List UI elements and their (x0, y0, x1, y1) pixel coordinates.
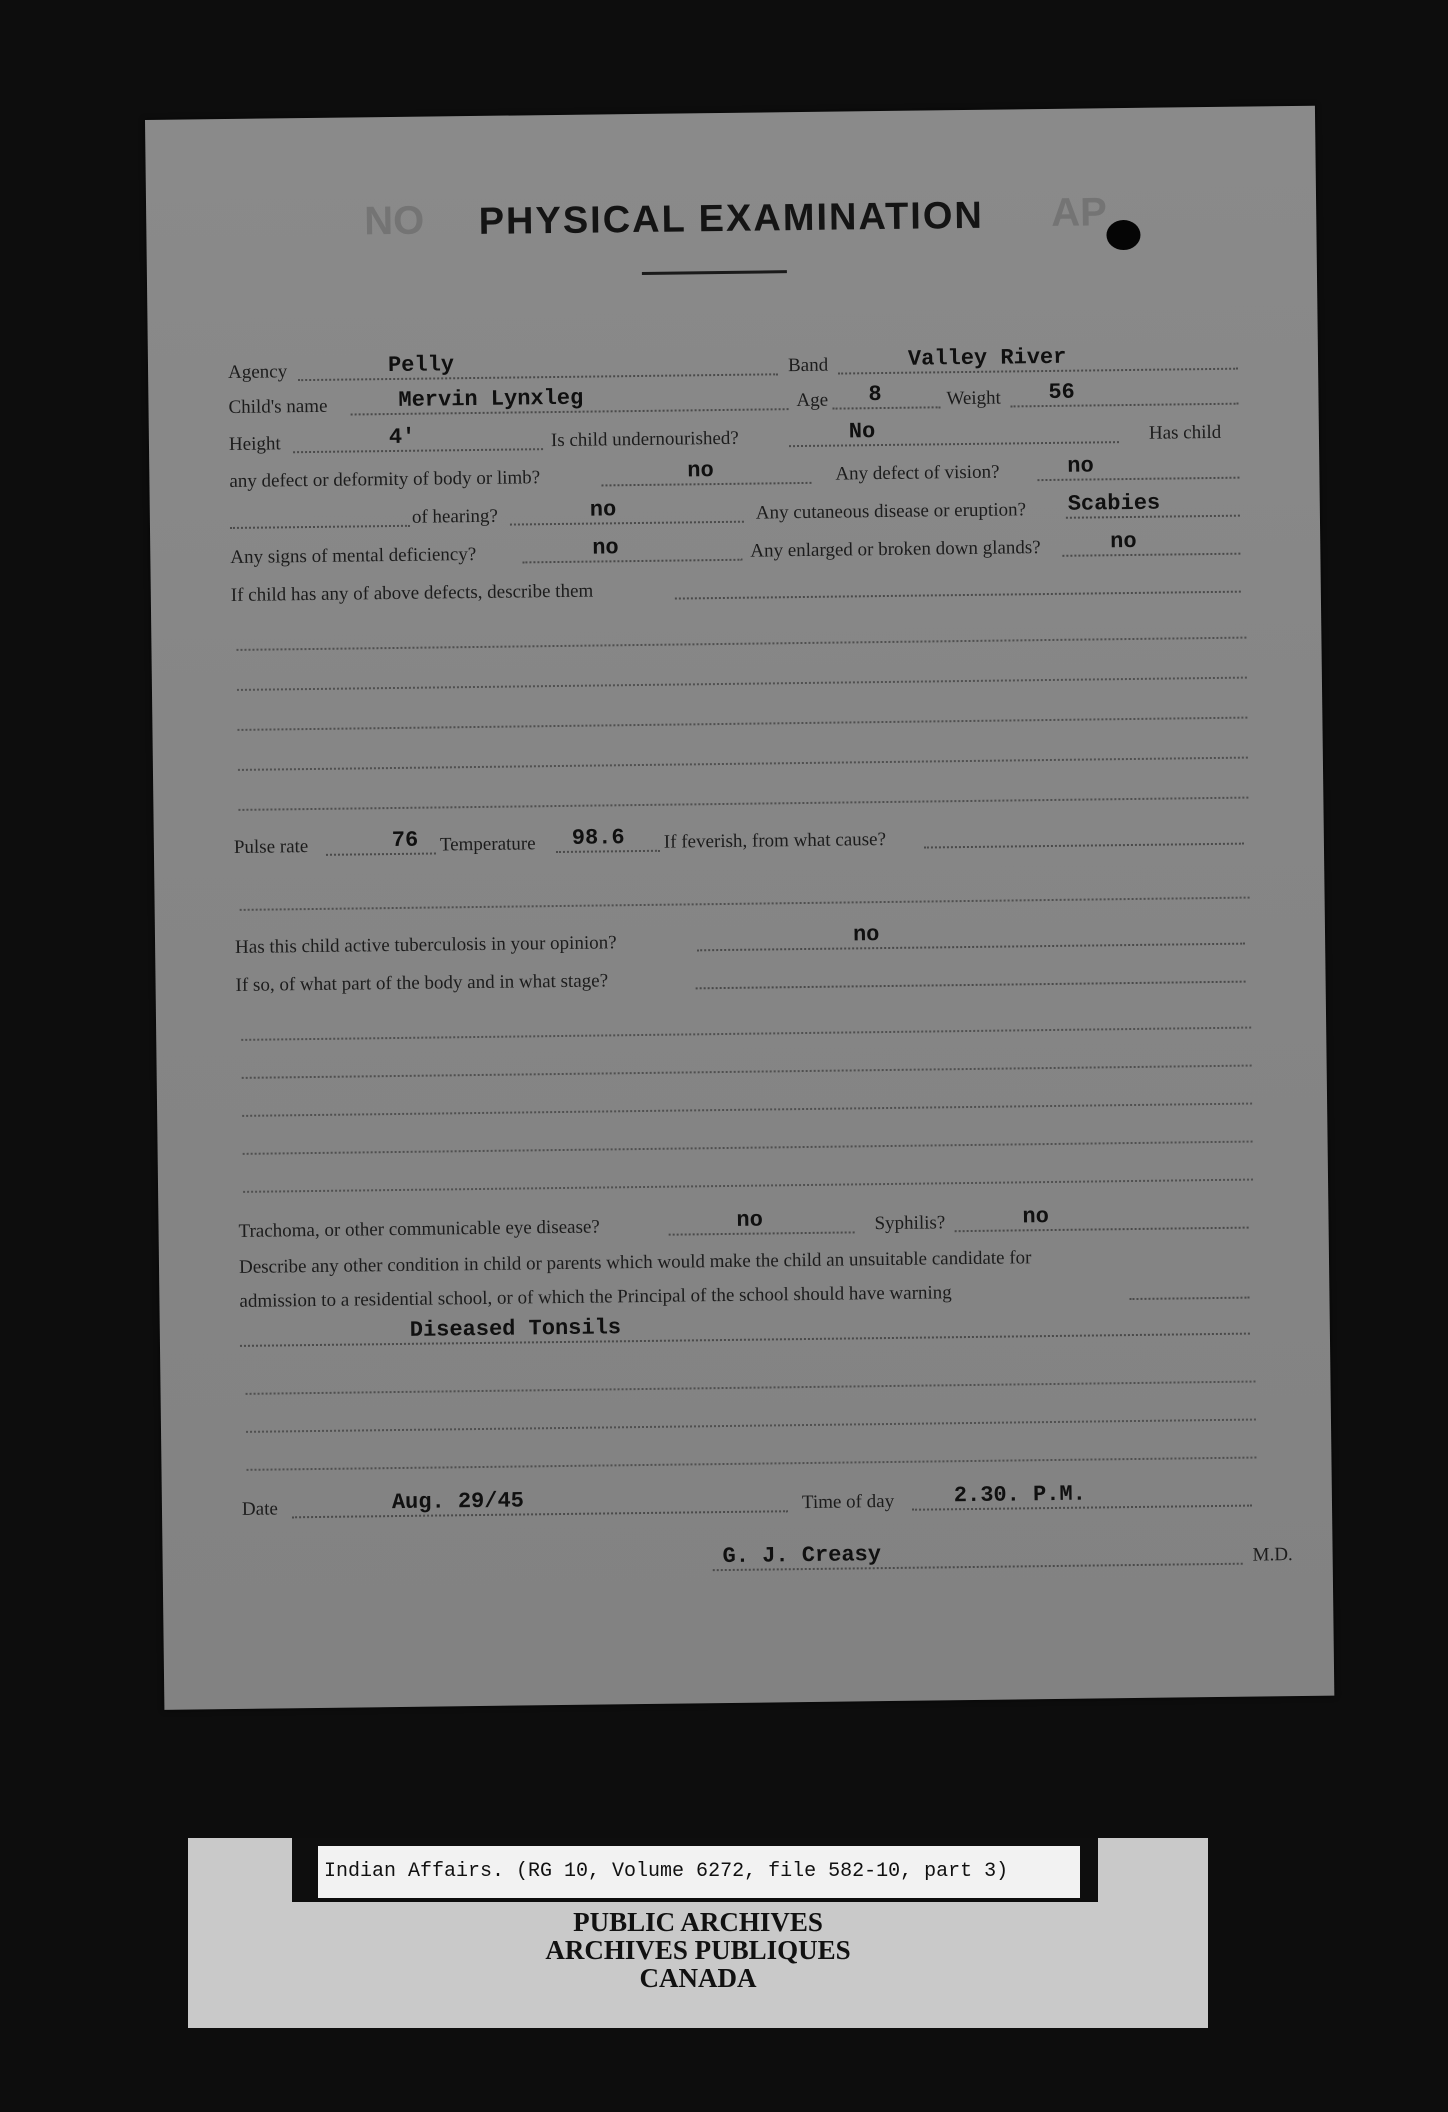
archive-reference: Indian Affairs. (RG 10, Volume 6272, file 582-10, part 3) (318, 1846, 1080, 1898)
bleed-through-text-right: AP (1050, 190, 1108, 235)
doctor-name: G. J. Creasy (722, 1542, 882, 1570)
band-label: Band (787, 354, 829, 377)
blank-line (243, 1179, 1253, 1193)
form-title: PHYSICAL EXAMINATION (478, 194, 985, 243)
row-pulse-temperature (234, 807, 1244, 865)
blank-line (243, 1141, 1253, 1155)
blank-line (237, 717, 1247, 731)
pulse-label: Pulse rate (233, 836, 309, 858)
punch-hole (1106, 220, 1140, 250)
archive-line-1: PUBLIC ARCHIVES (573, 1907, 823, 1937)
archive-stamp (188, 1908, 1208, 1992)
weight-label: Weight (946, 387, 1001, 410)
tb-label: Has this child active tuberculosis in your opinion? (234, 932, 617, 958)
row-signature (242, 1527, 1293, 1585)
skin-label: Any cutaneous disease or eruption? (755, 499, 1027, 524)
describe-label: If child has any of above defects, describe them (230, 580, 594, 606)
child-name-label: Child's name (228, 395, 328, 419)
bleed-through-text-left: NO (363, 198, 425, 244)
blank-line (237, 677, 1247, 691)
archive-line-3: CANADA (639, 1963, 757, 1993)
temperature-value: 98.6 (571, 825, 625, 851)
child-name-value: Mervin Lynxleg (398, 385, 584, 413)
archive-line-2: ARCHIVES PUBLIQUES (545, 1935, 851, 1965)
syphilis-label: Syphilis? (874, 1212, 946, 1235)
agency-label: Agency (227, 361, 288, 384)
title-underline (642, 270, 787, 275)
blank-line (242, 1065, 1252, 1079)
time-label: Time of day (801, 1490, 895, 1514)
tb-value: no (852, 922, 880, 948)
other-condition-value: Diseased Tonsils (409, 1315, 622, 1343)
hearing-label: of hearing? (411, 505, 498, 528)
row-date-time (242, 1469, 1252, 1527)
vision-label: Any defect of vision? (835, 461, 1000, 485)
syphilis-value: no (1022, 1204, 1050, 1230)
date-value: Aug. 29/45 (391, 1488, 525, 1516)
trachoma-value: no (736, 1207, 764, 1233)
underfed-value: No (848, 419, 876, 445)
height-label: Height (228, 433, 281, 455)
temperature-label: Temperature (439, 833, 536, 856)
blank-line (246, 1381, 1256, 1395)
band-value: Valley River (907, 344, 1067, 372)
mental-value: no (592, 535, 619, 561)
deformity-value: no (687, 458, 714, 484)
trachoma-label: Trachoma, or other communicable eye disease? (238, 1216, 600, 1242)
examination-form (145, 106, 1334, 1710)
weight-value: 56 (1048, 379, 1075, 405)
blank-line (246, 1419, 1256, 1433)
blank-line (236, 637, 1246, 651)
vision-value: no (1067, 453, 1094, 479)
age-value: 8 (868, 382, 882, 408)
fever-label: If feverish, from what cause? (663, 829, 887, 853)
glands-value: no (1110, 528, 1137, 555)
date-label: Date (241, 1498, 278, 1520)
blank-line (246, 1457, 1256, 1471)
blank-line (241, 1027, 1251, 1041)
md-label: M.D. (1252, 1544, 1293, 1566)
underfed-label: Is child undernourished? (550, 427, 739, 452)
mental-label: Any signs of mental deficiency? (230, 543, 477, 568)
agency-value: Pelly (387, 352, 455, 379)
other-condition-label-2: admission to a residential school, or of which the Principal of the school should have warning (239, 1282, 952, 1312)
other-condition-label-1: Describe any other condition in child or parents which would make the child an unsuitable candidate for (238, 1247, 1032, 1278)
skin-value: Scabies (1067, 490, 1161, 517)
time-value: 2.30. P.M. (953, 1481, 1087, 1509)
age-label: Age (796, 389, 829, 412)
has-child-label: Has child (1148, 421, 1222, 444)
blank-line (242, 1103, 1252, 1117)
pulse-value: 76 (391, 827, 419, 854)
blank-line (238, 757, 1248, 771)
glands-label: Any enlarged or broken down glands? (750, 537, 1041, 562)
height-value: 4' (388, 424, 416, 451)
tb-part-label: If so, of what part of the body and in what stage? (235, 970, 609, 996)
deformity-label: any defect or deformity of body or limb? (229, 467, 541, 492)
hearing-value: no (589, 497, 617, 523)
